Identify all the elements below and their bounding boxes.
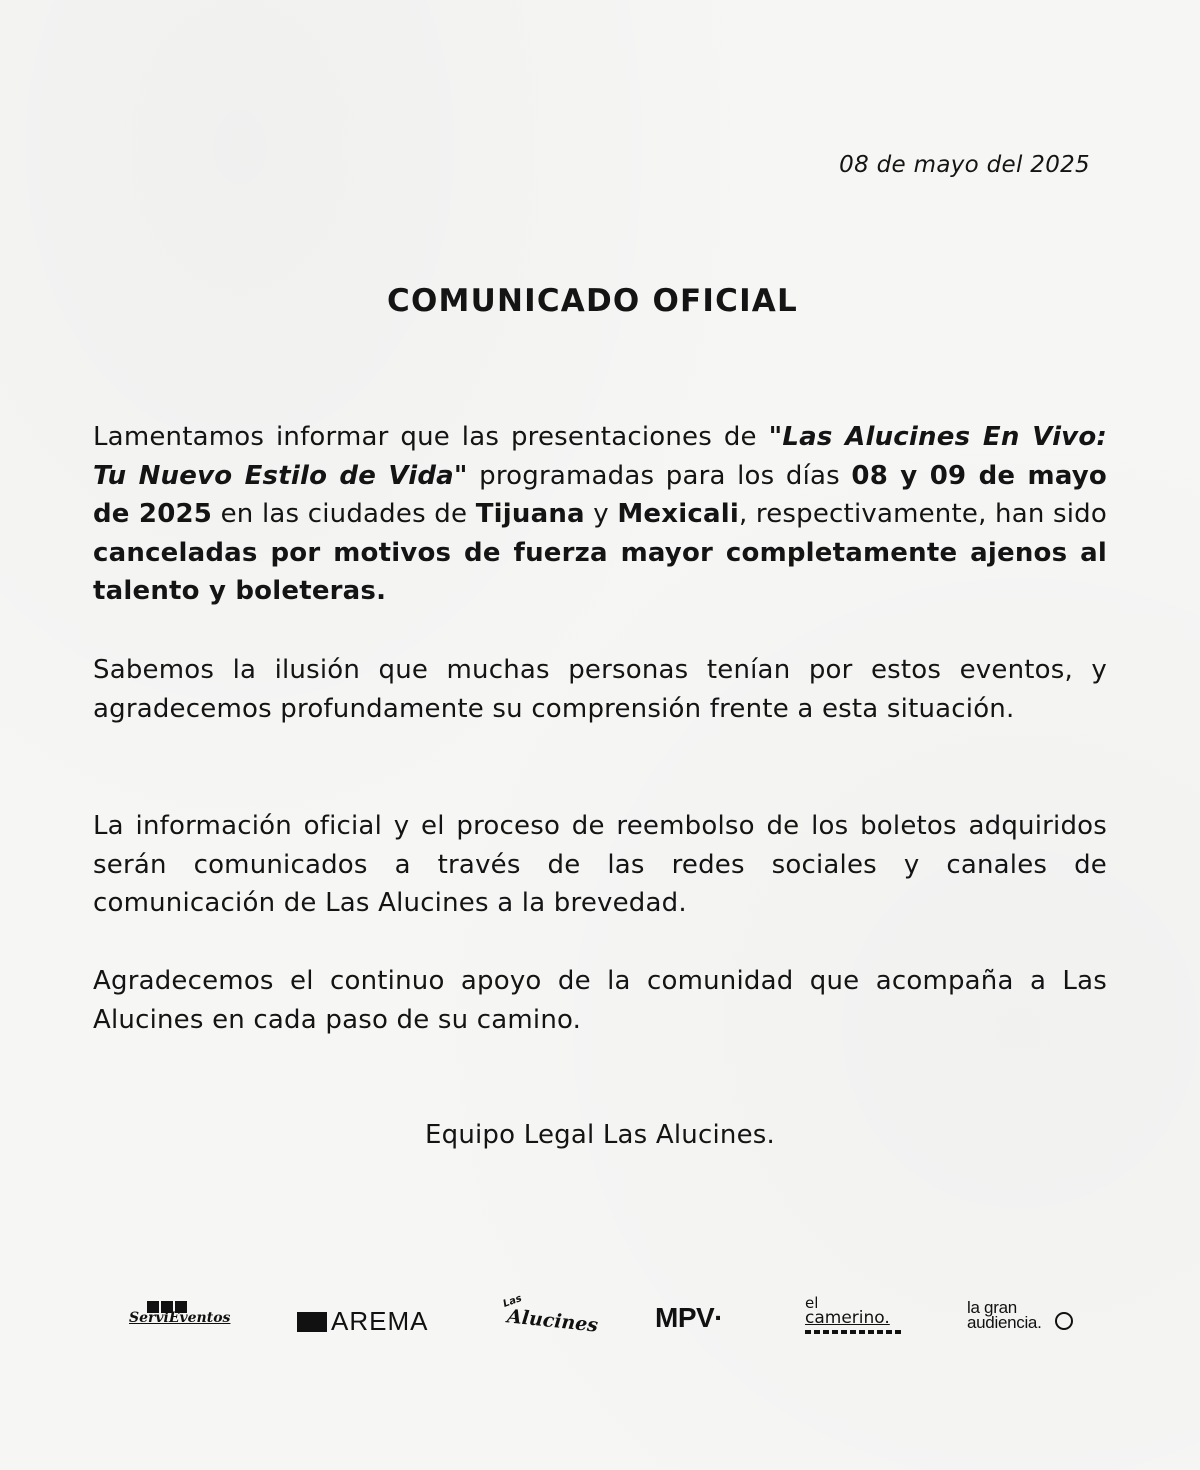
signature: Equipo Legal Las Alucines. — [425, 1120, 775, 1150]
p1-text-c: en las ciudades de — [212, 499, 476, 529]
p1-text-d: y — [584, 499, 618, 529]
las-alucines-logo: Las Alucines — [501, 1293, 600, 1337]
mpv-logo: MPV· — [655, 1302, 723, 1333]
sponsor-logos — [125, 1293, 1085, 1346]
statement-date: 08 de mayo del 2025 — [839, 152, 1090, 178]
cancellation-reason: canceladas por motivos de fuerza mayor completamente ajenos al talento y boleteras. — [93, 537, 1107, 606]
city-tijuana: Tijuana — [475, 499, 585, 529]
paragraph-community-thanks: Agradecemos el continuo apoyo de la comunidad que acompaña a Las Alucines en cada paso de su camino. — [93, 966, 1107, 1035]
el-camerino-logo: el camerino. — [805, 1296, 905, 1346]
show-name: "Las Alucines En Vivo: Tu Nuevo Estilo de Vida" — [93, 422, 1107, 491]
statement-title: COMUNICADO OFICIAL — [387, 283, 798, 319]
p1-text-e: , respectivamente, han sido — [738, 499, 1107, 529]
ring-icon — [1055, 1312, 1073, 1330]
arema-logo: AREMA — [297, 1306, 437, 1356]
paragraph-cancellation — [93, 418, 1107, 611]
servieventos-logo: ServiEventos — [125, 1296, 235, 1346]
city-mexicali: Mexicali — [617, 499, 739, 529]
la-gran-audiencia-logo: la gran audiencia. — [967, 1296, 1087, 1346]
show-dates: 08 y 09 de mayo de 2025 — [93, 460, 1107, 529]
p1-text-a: Lamentamos informar que las presentaciones de — [93, 422, 769, 452]
paragraph-thanks-understanding: Sabemos la ilusión que muchas personas tenían por estos eventos, y agradecemos profundamente su comprensión frente a esta situación. — [93, 655, 1107, 724]
paragraph-refund-info: La información oficial y el proceso de reembolso de los boletos adquiridos serán comunicados a través de las redes sociales y canales de comunicación de Las Alucines a la brevedad. — [93, 811, 1107, 918]
p1-text-b: programadas para los días — [467, 460, 852, 491]
camerino-dots-icon — [805, 1330, 901, 1334]
arema-mark-icon — [297, 1312, 327, 1332]
